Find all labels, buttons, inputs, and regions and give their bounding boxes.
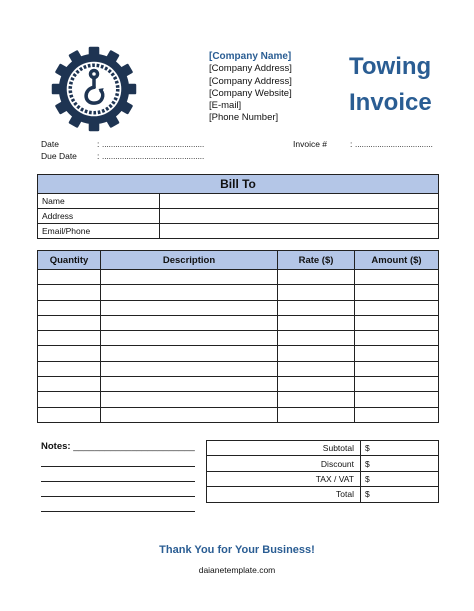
rate-cell[interactable] [278, 346, 355, 361]
email-phone-label: Email/Phone [38, 224, 160, 239]
amount-cell[interactable] [355, 361, 439, 376]
rate-cell[interactable] [278, 285, 355, 300]
quantity-cell[interactable] [38, 300, 101, 315]
due-date-sep: : [97, 151, 100, 161]
bill-to-table [37, 174, 439, 239]
total-value[interactable]: $ [361, 487, 439, 502]
amount-header: Amount ($) [355, 251, 439, 270]
description-cell[interactable] [101, 331, 278, 346]
quantity-cell[interactable] [38, 361, 101, 376]
invoice-number-field[interactable]: ................................... [355, 140, 433, 149]
bill-to-header: Bill To [38, 175, 439, 194]
description-cell[interactable] [101, 270, 278, 285]
description-cell[interactable] [101, 361, 278, 376]
notes-line[interactable] [41, 511, 195, 512]
invoice-title [349, 49, 432, 121]
rate-cell[interactable] [278, 407, 355, 422]
rate-cell[interactable] [278, 377, 355, 392]
subtotal-value[interactable]: $ [361, 441, 439, 456]
notes-underline[interactable]: _______________________ [73, 441, 195, 452]
title-line-2: Invoice [349, 89, 432, 116]
date-label: Date [41, 139, 59, 149]
quantity-cell[interactable] [38, 285, 101, 300]
rate-cell[interactable] [278, 270, 355, 285]
quantity-cell[interactable] [38, 392, 101, 407]
amount-cell[interactable] [355, 270, 439, 285]
totals-row [207, 456, 439, 471]
bill-to-row [38, 224, 439, 239]
amount-cell[interactable] [355, 285, 439, 300]
address-field[interactable] [160, 209, 439, 224]
table-row [38, 331, 439, 346]
website-credit: daianetemplate.com [198, 565, 276, 575]
email-phone-field[interactable] [160, 224, 439, 239]
quantity-cell[interactable] [38, 270, 101, 285]
rate-cell[interactable] [278, 361, 355, 376]
company-address-2: [Company Address] [209, 75, 292, 87]
amount-cell[interactable] [355, 300, 439, 315]
tax-value[interactable]: $ [361, 471, 439, 486]
company-name: [Company Name] [209, 51, 292, 62]
table-row [38, 315, 439, 330]
quantity-cell[interactable] [38, 377, 101, 392]
rate-cell[interactable] [278, 300, 355, 315]
company-phone: [Phone Number] [209, 112, 279, 124]
description-cell[interactable] [101, 392, 278, 407]
description-header: Description [101, 251, 278, 270]
table-row [38, 300, 439, 315]
items-table [37, 250, 439, 423]
amount-cell[interactable] [355, 315, 439, 330]
totals-table [206, 440, 439, 503]
title-line-1: Towing [349, 53, 432, 80]
description-cell[interactable] [101, 377, 278, 392]
rate-cell[interactable] [278, 392, 355, 407]
company-website: [Company Website] [209, 87, 292, 99]
due-date-field[interactable]: .............................................. [102, 152, 205, 161]
description-cell[interactable] [101, 300, 278, 315]
name-label: Name [38, 194, 160, 209]
table-row [38, 270, 439, 285]
tax-label: TAX / VAT [207, 471, 361, 486]
rate-cell[interactable] [278, 331, 355, 346]
company-info [209, 51, 292, 125]
description-cell[interactable] [101, 346, 278, 361]
description-cell[interactable] [101, 315, 278, 330]
amount-cell[interactable] [355, 392, 439, 407]
rate-cell[interactable] [278, 315, 355, 330]
notes-line[interactable] [41, 481, 195, 482]
company-email: [E-mail] [209, 100, 242, 112]
table-row [38, 407, 439, 422]
description-cell[interactable] [101, 407, 278, 422]
date-sep: : [97, 139, 100, 149]
invoice-number-label: Invoice # [293, 139, 328, 149]
table-row [38, 392, 439, 407]
company-address-1: [Company Address] [209, 63, 292, 75]
notes-line[interactable] [41, 466, 195, 467]
notes-line[interactable] [41, 496, 195, 497]
amount-cell[interactable] [355, 407, 439, 422]
quantity-cell[interactable] [38, 407, 101, 422]
thank-you-message: Thank You for Your Business! [159, 544, 315, 556]
discount-label: Discount [207, 456, 361, 471]
discount-value[interactable]: $ [361, 456, 439, 471]
amount-cell[interactable] [355, 331, 439, 346]
name-field[interactable] [160, 194, 439, 209]
amount-cell[interactable] [355, 346, 439, 361]
due-date-label: Due Date [41, 151, 77, 161]
bill-to-row [38, 194, 439, 209]
rate-header: Rate ($) [278, 251, 355, 270]
total-label: Total [207, 487, 361, 502]
description-cell[interactable] [101, 285, 278, 300]
quantity-header: Quantity [38, 251, 101, 270]
totals-row [207, 471, 439, 486]
quantity-cell[interactable] [38, 331, 101, 346]
table-row [38, 361, 439, 376]
bill-to-row [38, 209, 439, 224]
tow-hook-gear-icon [50, 45, 138, 133]
notes-label: Notes: [41, 441, 71, 452]
totals-row [207, 487, 439, 502]
notes [41, 441, 195, 452]
totals-row [207, 441, 439, 456]
date-field[interactable]: .............................................. [102, 140, 205, 149]
invoice-number-sep: : [350, 139, 353, 149]
table-row [38, 377, 439, 392]
quantity-cell[interactable] [38, 346, 101, 361]
table-row [38, 285, 439, 300]
amount-cell[interactable] [355, 377, 439, 392]
subtotal-label: Subtotal [207, 441, 361, 456]
quantity-cell[interactable] [38, 315, 101, 330]
table-row [38, 346, 439, 361]
address-label: Address [38, 209, 160, 224]
